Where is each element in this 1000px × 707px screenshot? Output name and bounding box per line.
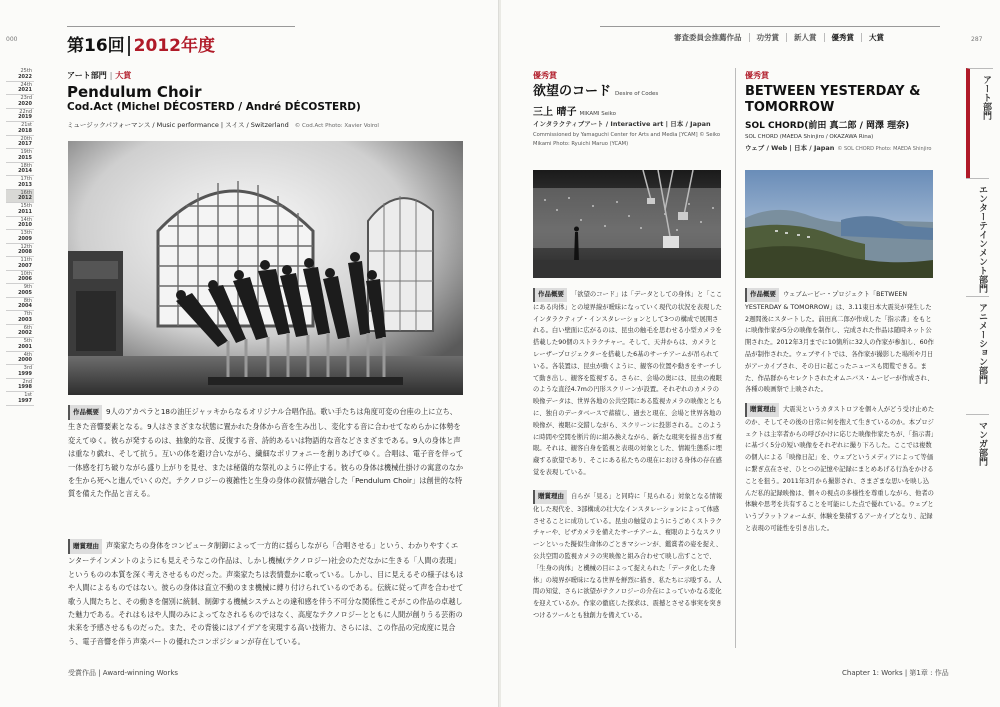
overview-text: 9人のアカペラと18の油圧ジャッキからなるオリジナル合唱作品。歌い手たちは角度可変の台座の上に立ち、生きた音響要素となる。9人はさまざまな状態に置かれた身体から音を生み出し、変化する音に合わせてなめらかに体勢を変えてゆく。彼らが発するのは、抽象的な音、反復する音、詩的あるいは物語的な音などさまざまである。9人の身体と声は重なり戯れ、そして抗う。互いの体を避け合いながら、繊細なポリフォニーを創りあげてゆく。合唱は、電子音を伴って一体感を打ち破りながら盛り上がりを見せ、または秘儀的な祭礼のように停止する。彼らの身体は機械仕掛けの寓意のなかを生から死へと進んでいくのだ。テクノロジーの複雑性と生身の身体の叙情が融合した「Pendulum Choir」は創世的な特質を備えた作品と言える。 [68,407,464,499]
work1-title: 欲望のコード Desire of Codes [533,84,659,99]
work2-reason: 贈賞理由 大震災というカタストロフを個々人がどう受け止めたのか、そしてその後の日常に何を抱えて生きているのか。本プロジェクトは主宰者からの呼びかけに応じた映像作家たちが、「指示書」に基づく5分の短い映像をそれぞれに撮り下ろした。ここでは複数の個人による「映像日記」を、ウェブというメディアによって等価に繋ぎ点在させ、ひとつの記憶や記録にまとめあげる行為をかけることを狙う。2011年3月から撮影され、さまざまな思いを映し込んだ私的記録映像は、個々の視点の多様性を尊重しながら、他者の体験や思考を共有することを可能にした点で優れている。ウェブというプラットフォームが、体験を集積するアーカイブとなり、記録と表現の可能性を引き出した。 [745,405,935,532]
pendulum-choir-photo [68,141,463,395]
work1-artist: 三上 晴子 MIKAMI Seiko [533,107,616,118]
tab-manga-division: マンガ部門 [966,414,989,484]
work1-artist-en: MIKAMI Seiko [579,111,616,117]
edition-index-item: 7th 2003 [6,311,34,325]
award-nav [667,32,891,43]
desire-of-codes-photo [533,170,721,278]
column-divider [735,68,736,648]
edition-index-item: 4th 2000 [6,352,34,366]
page-title [67,31,215,56]
work2-prize: 優秀賞 [745,71,769,80]
tab-art-division: アート部門 [966,68,993,178]
edition-index-item: 1st 1997 [6,392,34,406]
left-page [0,0,499,707]
edition-index-item: 20th 2017 [6,136,34,150]
category-label: アート部門 [67,71,107,80]
work1-overview-label: 作品概要 [533,288,567,302]
edition-index-item: 16th 2012 [6,190,34,204]
nav-new-face: 新人賞 [786,33,824,42]
edition-index-item: 24th 2021 [6,82,34,96]
work2-artist: SOL CHORD(前田 真二郎 / 岡澤 理奈) [745,121,910,131]
footer-right: Chapter 1: Works | 第1章 : 作品 [842,669,949,677]
title-rule [67,26,295,27]
between-yesterday-photo [745,170,933,278]
tab-entertainment-division: エンターテインメント部門 [966,178,989,296]
work2-artist-en: SOL CHORD (MAEDA Shinjiro / OKAZAWA Rina) [745,134,874,140]
edition-year: 2012年度 [128,36,215,56]
reason-label: 贈賞理由 [68,539,102,554]
edition-index-item: 9th 2005 [6,284,34,298]
work-tags: ミュージックパフォーマンス / Music performance | スイス / Switzerland © Cod.Act Photo: Xavier Voirol [67,121,379,129]
edition-index-item: 15th 2011 [6,203,34,217]
reason-text: 声楽家たちの身体をコンピュータ制御によって一方的に揺らしながら「合唱させる」という、わかりやすくエンターテインメントのようにも見えそうなこの作品は、しかし機械(テクノロジー)社会のただなかに生きる「人間の表現」というものの本質を深く考えさせるものだった。声楽家たちは表情豊かに歌っている。しかし、目に見えるその様子はもはや人間によるものではない。彼らの身体は直立不動のまま機械に縛り付けられているのである。伝統に従って声を合わせて歌う人間たちと、その動きを個別に統制、制御する機械システムとの違和感を伴う不可分な関係性こそがこの作品の卓越した魅力である。それはもはや人間のみによってなされるものではなく、高度なテクノロジーとともに人間が創りうる芸術の未来を予感させるものだった。また、その背後にはアイデアを実現する高い技術力、さらには、この作品の完成度に見合う、電子音響を伴う声楽パートの優れたコンポジションが存在している。 [68,541,464,646]
tab-animation-division: アニメーション部門 [966,296,989,414]
edition-index-item: 25th 2022 [6,68,34,82]
work1-title-en: Desire of Codes [615,91,659,97]
edition-index-item: 5th 2001 [6,338,34,352]
edition-index-item: 3rd 1999 [6,365,34,379]
edition-index [6,68,34,406]
edition-index-item: 23rd 2020 [6,95,34,109]
prize-label: 大賞 [115,71,132,80]
edition-index-item: 6th 2002 [6,325,34,339]
work2-overview: 作品概要 ウェブムービー・プロジェクト「BETWEEN YESTERDAY & TOMORROW」は、3.11東日本大震災が発生した2週間後にスタートした。前田真二郎が作成した「指示書」をもとに映像作家が5分の映像を制作し、完成された作品は随時ネット公開された。2012年3月までに10箇所に32人の作家が参加し、60作品が制作された。ウェブサイトでは、各作家が撮影した場所や月日がアーカイブされ、その日に起こったニュースも閲覧できる。また、作品群からセレクトされたオムニバス・ムービーが作成され、各種の映画祭で上映された。 [745,290,934,394]
footer-left: 受賞作品 | Award-winning Works [68,669,179,677]
top-rule-right [600,26,940,27]
edition-index-item: 18th 2014 [6,163,34,177]
edition-index-item: 11th 2007 [6,257,34,271]
work2-reason-label: 贈賞理由 [745,403,779,417]
edition-index-item: 22nd 2019 [6,109,34,123]
nav-merit: 功労賞 [749,33,787,42]
reason-section [68,539,464,648]
work2-title: BETWEEN YESTERDAY & TOMORROW [745,84,921,115]
work1-overview: 作品概要 「欲望のコード」は「データとしての身体」と「ここにある肉体」との境界線が曖昧になっていく現代の状況を表現したインタラクティブ・インスタレーションとして3つの構成で展開される。白い壁面に広がるのは、昆虫の触毛を思わせる小型カメラを搭載した90個のストラクチャー。そして、天井からは、カメラとレーザープロジェクターを搭載した6基のサーチアームが吊られている。各装置は、昆虫が動くように、観客の位置や動きをサーチして動き出し、観客を監視する。さらに、会場の奥には、昆虫の複眼のような直径4.7mの円形スクリーンが設置。それぞれのカメラの映像データは、世界各地の公共空間にある監視カメラの映像とともに、独自のデータベースで蓄積し、過去と現在、会場と世界各地の映像が、複眼に交錯しながら、スクリーンに投影される。このように時間や空間を断片的に組み換えながら、新たな現実を描き出す複眼。それは、観客自身を監視と表現の対象とした、情報生態系に埋蔵する欲望であり、そこにある私たちの現在における身体の存在感覚を表現している。 [533,290,723,476]
work2-credit: © SOL CHORD Photo: MAEDA Shinjiro [837,146,932,152]
nav-excellence: 優秀賞 [824,33,862,42]
edition-index-item: 12th 2008 [6,244,34,258]
division-tabs [966,68,1000,484]
work2-members: (前田 真二郎 / 岡澤 理奈) [804,121,910,131]
edition-index-item: 14th 2010 [6,217,34,231]
work1-tags: インタラクティブアート / Interactive art | 日本 / Japan [533,120,711,128]
edition-index-item: 13th 2009 [6,230,34,244]
edition-index-item: 19th 2015 [6,149,34,163]
photo-credit: © Cod.Act Photo: Xavier Voirol [294,123,379,129]
overview-section [68,405,464,501]
page-number-left: 000 [6,36,18,43]
work1-prize: 優秀賞 [533,71,557,80]
edition-number: 第16回 [67,36,125,56]
work1-credit: Commissioned by Yamaguchi Center for Arts and Media [YCAM] © Seiko Mikami Photo: Ryuichi Maruo (YCAM) [533,132,721,147]
edition-index-item: 2nd 1998 [6,379,34,393]
work1-reason: 贈賞理由 自らが「見る」と同時に「見られる」対象となる情報化した現代を、3部構成の壮大なインスタレーションによって体感させることに成功している。昆虫の触覚のようにうごめくストラクチャーや、ピザカメラを備えたサーチアーム、複眼のようなスクリーンといった擬似生命体のごときマシーンが、鑑賞者の姿を捉え、公共空間の監視カメラの実映像と組み合わせて映し出すことで、「生身の肉体」と機械の目によって捉えられた「データ化した身体」の境界が曖昧になる世界を鮮烈に描き、私たちに示唆する。人間の知覚、さらに欲望がテクノロジーの介在によっていかなる変化を迎えているか。作家の徹底した探求は、震撼とさせる事実を突きつけるツールとも独創力を備えている。 [533,492,723,619]
overview-label: 作品概要 [68,405,102,420]
edition-index-item: 17th 2013 [6,176,34,190]
work-title: Pendulum Choir [67,83,202,101]
edition-index-item: 8th 2004 [6,298,34,312]
edition-index-item: 21st 2018 [6,122,34,136]
edition-index-item: 10th 2006 [6,271,34,285]
page-number-right: 287 [971,36,983,43]
nav-grand-prize: 大賞 [861,33,891,42]
category-line: アート部門 | 大賞 [67,71,132,80]
work2-tags: ウェブ / Web | 日本 / Japan © SOL CHORD Photo: MAEDA Shinjiro [745,144,932,152]
work1-reason-label: 贈賞理由 [533,490,567,504]
artist-name: Cod.Act (Michel DÉCOSTERD / André DÉCOSTERD) [67,101,361,113]
work2-overview-label: 作品概要 [745,288,779,302]
nav-jury-selection: 審査委員会推薦作品 [674,33,742,42]
